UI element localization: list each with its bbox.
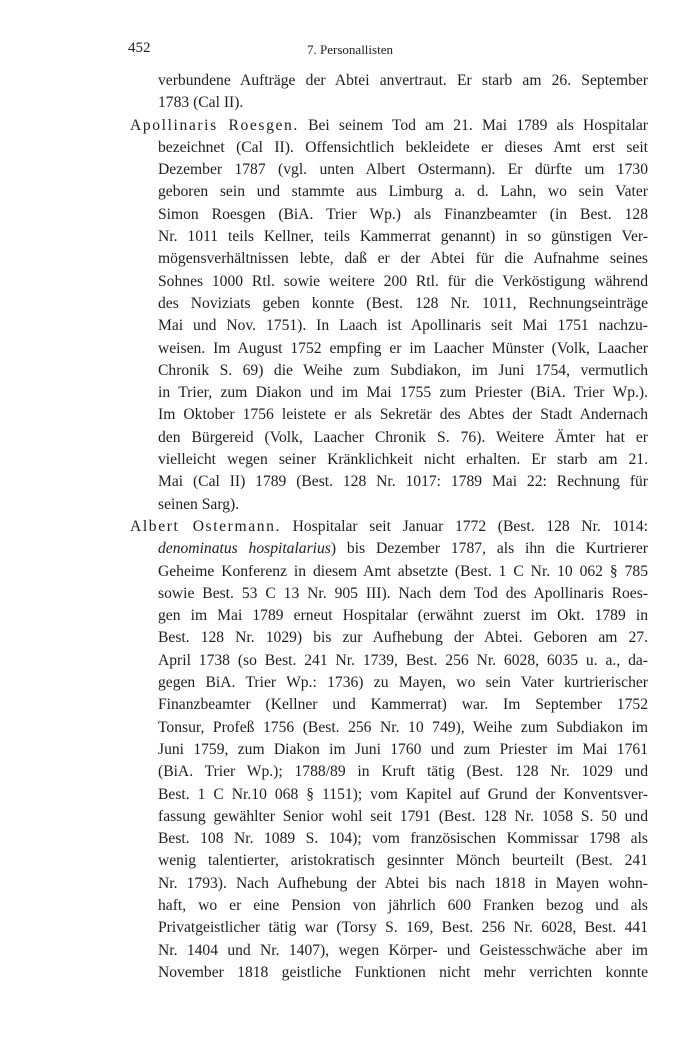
text-line: Geheime Konferenz in diesem Amt absetzte (Best. 1 C Nr. 10 062 § 785: [158, 562, 648, 580]
text-line: seinen Sarg).: [158, 495, 240, 513]
text-line: Chronik S. 69) die Weihe zum Subdiakon, im Juni 1754, vermutlich: [158, 361, 648, 379]
text-fragment: Hospitalar seit Januar 1772 (Best. 128 Nr. 1014:: [281, 517, 648, 535]
text-line: haft, wo er eine Pension von jährlich 600 Franken bezog und als: [158, 896, 648, 914]
text-line: in Trier, zum Diakon und im Mai 1755 zum Priester (BiA. Trier Wp.).: [158, 384, 648, 402]
text-line: bezeichnet (Cal II). Offensichtlich bekleidete er dieses Amt erst seit: [158, 138, 648, 156]
text-line: Juni 1759, zum Diakon im Juni 1760 und zum Priester im Mai 1761: [158, 740, 648, 758]
text-line: Best. 108 Nr. 1089 S. 104); vom französischen Kommissar 1798 als: [158, 830, 648, 848]
text-line: verbundene Aufträge der Abtei anvertraut. Er starb am 26. September: [158, 72, 648, 89]
text-line: fassung gewählter Senior wohl seit 1791 (Best. 128 Nr. 1058 S. 50 und: [158, 807, 648, 825]
page-body: [130, 70, 648, 984]
text-line: Nr. 1404 und Nr. 1407), wegen Körper- und Geistesschwäche aber im: [158, 941, 648, 959]
text-line: 1783 (Cal II).: [158, 94, 244, 112]
entry-ostermann-first-line: [130, 516, 648, 538]
entry-roesgen-body: [130, 137, 648, 516]
text-line: Mai (Cal II) 1789 (Best. 128 Nr. 1017: 1789 Mai 22: Rechnung für: [158, 473, 648, 491]
latin-term: denominatus hospitalarius: [158, 540, 331, 558]
text-line: Mai und Nov. 1751). In Laach ist Apollinaris seit Mai 1751 nachzu-: [158, 317, 648, 335]
text-line: vielleicht wegen seiner Kränklichkeit nicht erhalten. Er starb am 21.: [158, 451, 648, 469]
text-line: Privatgeistlicher tätig war (Torsy S. 169, Best. 256 Nr. 6028, Best. 441: [158, 919, 648, 937]
text-fragment: Bei seinem Tod am 21. Mai 1789 als Hospitalar: [298, 116, 648, 134]
text-line: Dezember 1787 (vgl. unten Albert Ostermann). Er dürfte um 1730: [158, 161, 648, 179]
text-line: gen im Mai 1789 erneut Hospitalar (erwähnt zuerst im Okt. 1789 in: [158, 607, 648, 625]
entry-name: Apollinaris Roesgen.: [130, 116, 299, 134]
text-line: [130, 538, 648, 560]
text-line: Finanzbeamter (Kellner und Kammerrat) war. Im September 1752: [158, 696, 648, 714]
page-number: 452: [128, 40, 151, 56]
entry-name: Albert Ostermann.: [130, 517, 282, 535]
text-line: November 1818 geistliche Funktionen nicht mehr verrichten konnte: [158, 963, 648, 981]
entry-ostermann-body: [130, 561, 648, 985]
text-line: Simon Roesgen (BiA. Trier Wp.) als Finanzbeamter (in Best. 128: [158, 205, 648, 223]
text-line: geboren sein und stammte aus Limburg a. d. Lahn, wo sein Vater: [158, 183, 648, 201]
text-line: den Bürgereid (Volk, Laacher Chronik S. 76). Weitere Ämter hat er: [158, 428, 648, 446]
text-line: Nr. 1011 teils Kellner, teils Kammerrat genannt) in so günstigen Ver-: [158, 228, 648, 246]
text-line: Best. 1 C Nr.10 068 § 1151); vom Kapitel auf Grund der Konventsver-: [158, 785, 648, 803]
text-line: Best. 128 Nr. 1029) bis zur Aufhebung der Abtei. Geboren am 27.: [158, 629, 648, 647]
text-line: wenig talentierter, aristokratisch gesinnter Mönch beurteilt (Best. 241: [158, 852, 648, 870]
text-line: Im Oktober 1756 leistete er als Sekretär des Abtes der Stadt Andernach: [158, 406, 648, 424]
text-line: (BiA. Trier Wp.); 1788/89 in Kruft tätig (Best. 128 Nr. 1029 und: [158, 763, 648, 781]
text-line: Sohnes 1000 Rtl. sowie weitere 200 Rtl. für die Verköstigung während: [158, 272, 648, 290]
text-line: des Noviziats geben konnte (Best. 128 Nr. 1011, Rechnungseinträge: [158, 294, 648, 312]
text-line: weisen. Im August 1752 empfing er im Laacher Münster (Volk, Laacher: [158, 339, 648, 357]
text-line: Tonsur, Profeß 1756 (Best. 256 Nr. 10 749), Weihe zum Subdiakon im: [158, 718, 648, 736]
text-line: mögensverhältnissen lebte, daß er der Abtei für die Aufnahme seines: [158, 250, 648, 268]
text-line: April 1738 (so Best. 241 Nr. 1739, Best. 256 Nr. 6028, 6035 u. a., da-: [158, 651, 648, 669]
entry-roesgen-first-line: [130, 115, 648, 137]
running-head: 7. Personallisten: [307, 42, 393, 57]
text-line: Nr. 1793). Nach Aufhebung der Abtei bis nach 1818 in Mayen wohn-: [158, 874, 648, 892]
text-line: sowie Best. 53 C 13 Nr. 905 III). Nach dem Tod des Apollinaris Roes-: [158, 584, 648, 602]
text-fragment: ) bis Dezember 1787, als ihn die Kurtrierer: [330, 540, 648, 558]
text-line: gegen BiA. Trier Wp.: 1736) zu Mayen, wo sein Vater kurtrierischer: [158, 674, 648, 692]
